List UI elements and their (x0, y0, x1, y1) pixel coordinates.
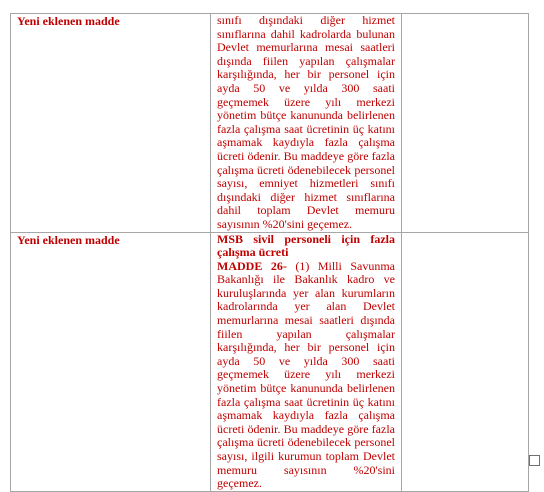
table-cell-text (211, 232, 402, 491)
table-cell-empty (402, 14, 529, 233)
comparison-table (10, 13, 529, 492)
article-body (217, 260, 395, 491)
row-label: Yeni eklenen madde (17, 14, 120, 28)
table-cell-label (11, 14, 211, 233)
table-row (11, 14, 529, 233)
resize-handle[interactable] (529, 455, 540, 466)
table-cell-text (211, 14, 402, 233)
article-paragraph: sınıfı dışındaki diğer hizmet sınıflarına dahil kadrolarda bulunan Devlet memurlarına mesai saatleri dışında fiilen yapılan çalışmalar karşılığında, her bir personel için ayda 50 ve yılda 300 saati geçmemek üzere yılı merkezi yönetim bütçe kanununda belirlenen fazla çalışma saat ücretinin üç katını aşmamak kaydıyla fazla çalışma ücreti ödenir. Bu maddeye göre fazla çalışma ücreti ödenebilecek personel sayısı, emniyet hizmetleri sınıfı dışındaki diğer hizmet sınıflarına dahil toplam Devlet memuru sayısının %20'sini geçemez. (217, 13, 395, 231)
table-row (11, 232, 529, 491)
table-cell-empty (402, 232, 529, 491)
row-label: Yeni eklenen madde (17, 232, 120, 247)
article-paragraph: (1) Milli Savunma Bakanlığı ile Bakanlık kadro ve kuruluşlarında yer alan kurumların kadrolarında yer alan Devlet memurlarına mesai saatleri dışında fiilen yapılan çalışmalar karşılığında, her bir personel için ayda 50 ve yılda 300 saati geçmemek üzere yılı merkezi yönetim bütçe kanununda belirlenen fazla çalışma saat ücretinin üç katını aşmamak kaydıyla fazla çalışma ücreti ödenir. Bu maddeye göre fazla çalışma ücreti ödenebilecek personel sayısı, ilgili kurumun toplam Devlet memuru sayısının %20'sini geçemez. (217, 258, 395, 491)
document-page (10, 13, 528, 492)
article-number: MADDE 26- (217, 258, 287, 273)
article-heading: MSB sivil personeli için fazla çalışma ücreti (217, 231, 395, 260)
table-cell-label (11, 232, 211, 491)
